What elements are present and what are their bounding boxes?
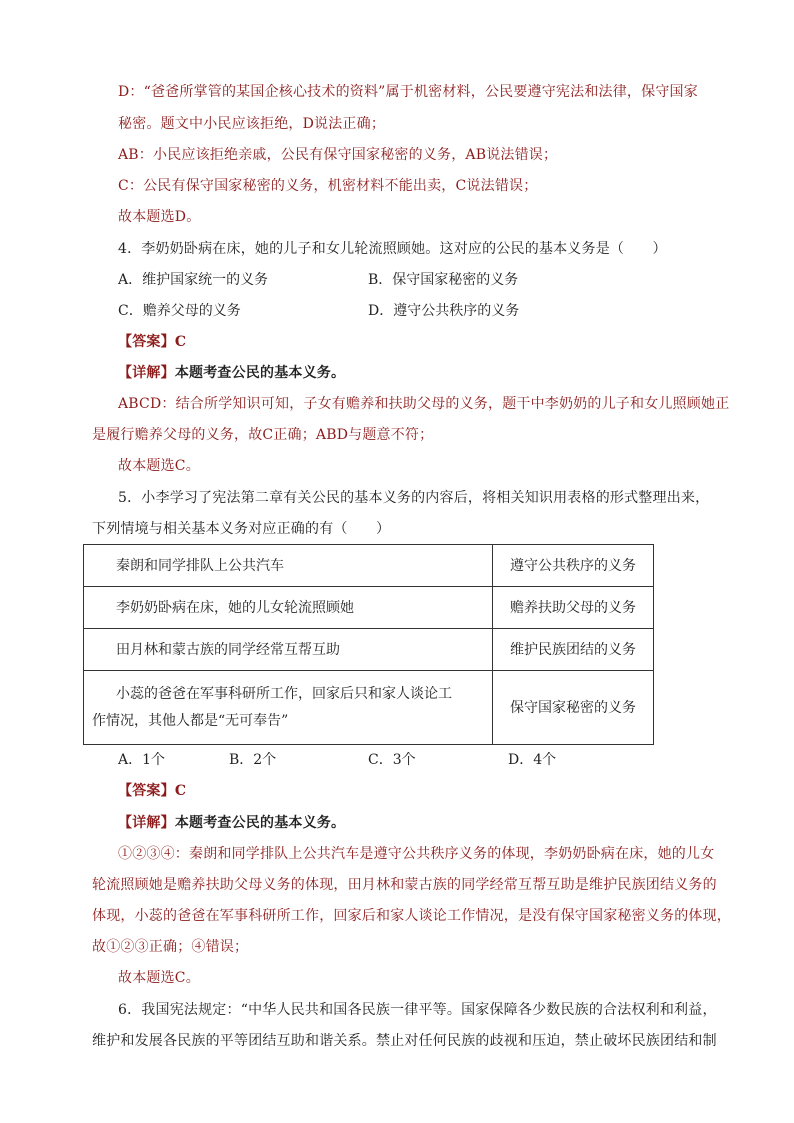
q4-explanation-line1: ABCD：结合所学知识可知，子女有赡养和扶助父母的义务，题干中李奶奶的儿子和女儿照顾她正 xyxy=(118,396,730,412)
table-row xyxy=(84,587,654,629)
q3-explanation-c: C：公民有保守国家秘密的义务，机密材料不能出卖，C说法错误； xyxy=(118,178,538,194)
answer-tag: 【答案】 xyxy=(118,334,175,350)
q4-option-c: C．赡养父母的义务 xyxy=(118,303,241,319)
table-cell-situation: 秦朗和同学排队上公共汽车 xyxy=(84,545,493,587)
q3-explanation-d-line1: D：“爸爸所掌管的某国企核心技术的资料”属于机密材料，公民要遵守宪法和法律，保守国家 xyxy=(118,84,698,100)
table-cell-duty: 维护民族团结的义务 xyxy=(493,629,654,671)
q3-explanation-ab: AB：小民应该拒绝亲戚，公民有保守国家秘密的义务，AB说法错误； xyxy=(118,147,558,163)
situation-line1: 小蕊的爸爸在军事科研所工作，回家后只和家人谈论工 xyxy=(116,685,452,702)
q5-option-a: A．1个 xyxy=(118,752,166,768)
detail-text: 本题考查公民的基本义务。 xyxy=(174,365,346,381)
q5-detail xyxy=(118,813,345,833)
q6-question-line1: 6．我国宪法规定：“中华人民共和国各民族一律平等。国家保障各少数民族的合法权利和利益， xyxy=(118,1002,717,1018)
answer-value: C xyxy=(174,783,187,799)
q6-question-line2: 维护和发展各民族的平等团结互助和谐关系。禁止对任何民族的歧视和压迫，禁止破坏民族团结和制 xyxy=(92,1033,717,1049)
table-cell-duty: 遵守公共秩序的义务 xyxy=(493,545,654,587)
q4-answer xyxy=(118,332,186,352)
q4-option-b: B．保守国家秘密的义务 xyxy=(368,272,519,288)
q4-detail xyxy=(118,363,345,383)
table-cell-situation: 田月林和蒙古族的同学经常互帮互助 xyxy=(84,629,493,671)
q5-explanation-line2: 轮流照顾她是赡养扶助父母义务的体现，田月林和蒙古族的同学经常互帮互助是维护民族团结义务的 xyxy=(92,877,717,893)
q5-table xyxy=(83,544,654,745)
q5-explanation-line1: ①②③④：秦朗和同学排队上公共汽车是遵守公共秩序义务的体现，李奶奶卧病在床，她的儿女 xyxy=(118,846,715,862)
answer-tag: 【答案】 xyxy=(118,783,175,799)
table-cell-duty: 赡养扶助父母的义务 xyxy=(493,587,654,629)
table-cell-duty: 保守国家秘密的义务 xyxy=(493,671,654,745)
q4-conclusion: 故本题选C。 xyxy=(118,458,200,474)
q5-answer xyxy=(118,781,186,801)
table-row xyxy=(84,671,654,745)
table-cell-situation xyxy=(84,671,493,745)
q4-option-a: A．维护国家统一的义务 xyxy=(118,272,269,288)
q5-question-line1: 5．小李学习了宪法第二章有关公民的基本义务的内容后，将相关知识用表格的形式整理出来， xyxy=(118,490,710,506)
q4-explanation-line2: 是履行赡养父母的义务，故C正确；ABD与题意不符； xyxy=(92,427,434,443)
q4-option-d: D．遵守公共秩序的义务 xyxy=(368,303,520,319)
answer-value: C xyxy=(174,334,187,350)
q5-option-d: D．4个 xyxy=(508,752,557,768)
q5-option-c: C．3个 xyxy=(368,752,416,768)
q3-explanation-d-line2: 秘密。题文中小民应该拒绝，D说法正确； xyxy=(118,116,386,132)
table-row xyxy=(84,629,654,671)
q5-conclusion: 故本题选C。 xyxy=(118,970,200,986)
detail-tag: 【详解】 xyxy=(118,815,175,831)
q4-question: 4．李奶奶卧病在床，她的儿子和女儿轮流照顾她。这对应的公民的基本义务是（ ） xyxy=(118,241,667,257)
q5-question-line2: 下列情境与相关基本义务对应正确的有（ ） xyxy=(92,521,391,537)
situation-line2: 作情况，其他人都是“无可奉告” xyxy=(92,712,289,729)
q5-explanation-line4: 故①②③正确；④错误； xyxy=(92,939,249,955)
table-row xyxy=(84,545,654,587)
q5-explanation-line3: 体现，小蕊的爸爸在军事科研所工作，回家后和家人谈论工作情况，是没有保守国家秘密义务的体现， xyxy=(92,908,731,924)
table-cell-situation: 李奶奶卧病在床，她的儿女轮流照顾她 xyxy=(84,587,493,629)
detail-tag: 【详解】 xyxy=(118,365,175,381)
q5-option-b: B．2个 xyxy=(229,752,277,768)
detail-text: 本题考查公民的基本义务。 xyxy=(174,815,346,831)
q3-conclusion: 故本题选D。 xyxy=(118,209,201,225)
